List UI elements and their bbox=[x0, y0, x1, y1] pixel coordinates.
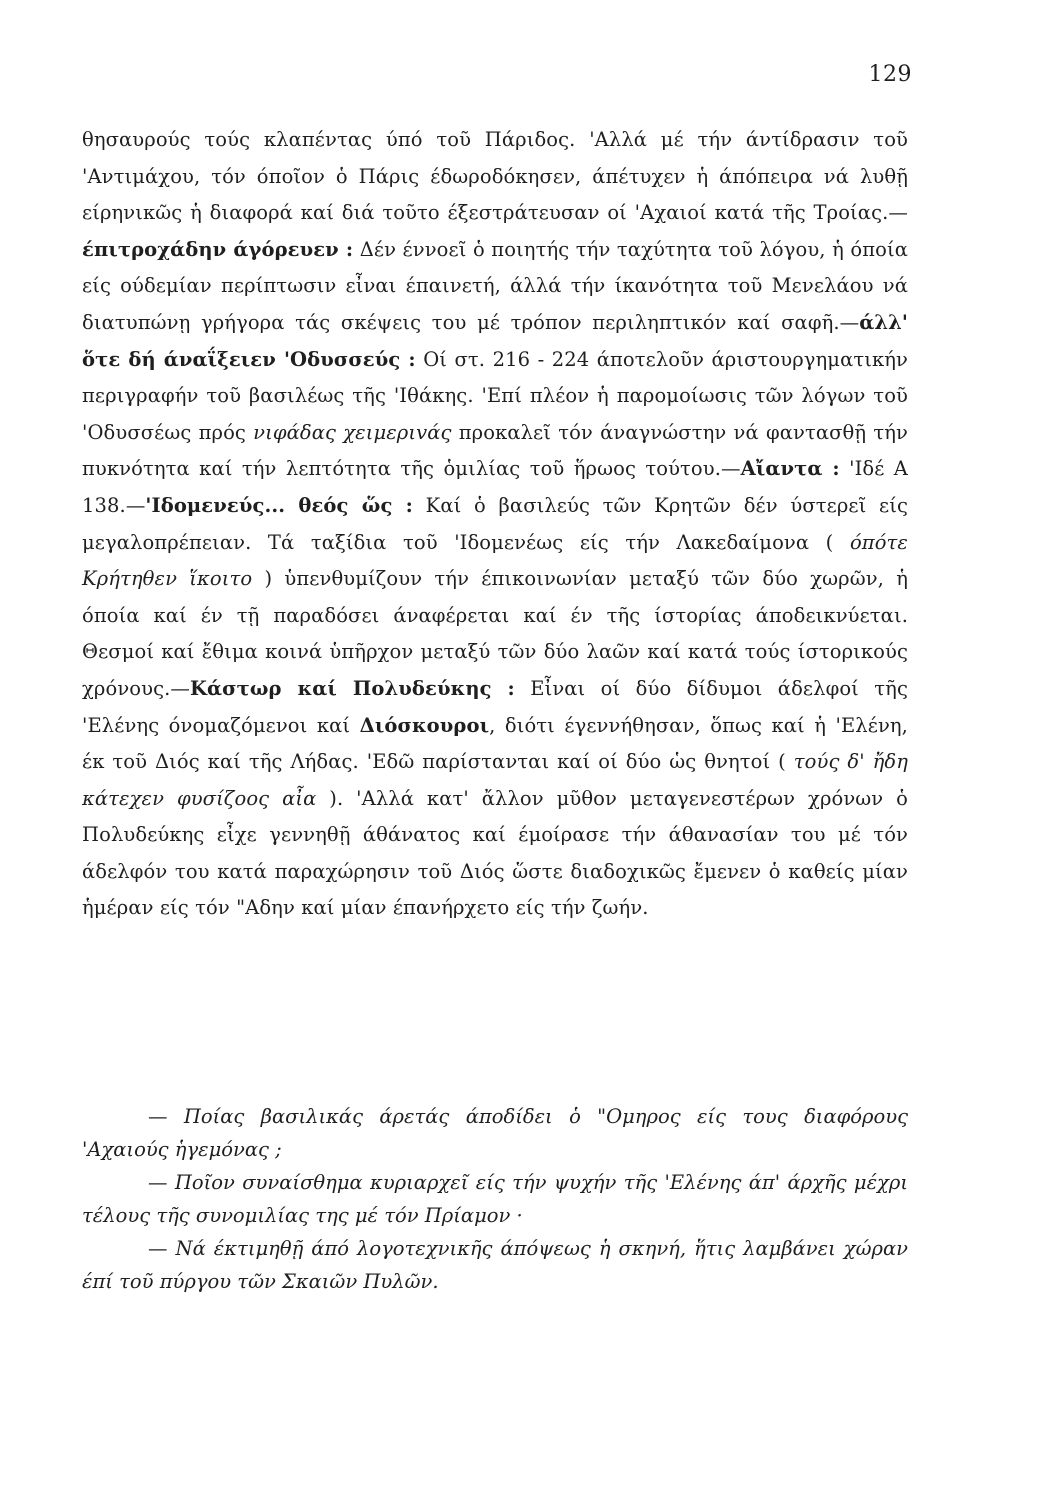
lemma-idomeneus: 'Ιδομενεύς... θεός ὥς : bbox=[145, 493, 413, 517]
question-item: — Νά έκτιμηθῇ άπό λογοτεχνικῆς άπόψεως ἡ σκηνή, ἥτις λαμβάνει χώραν έπί τοῦ πύργου τῶν Σκαιῶν Πυλῶν. bbox=[82, 1237, 908, 1293]
text-segment: προκαλεῖ τόν άναγνώστην νά φαντασθῇ τήν πυκνότητα καί τήν λεπτότητα τῆς ὁμιλίας τοῦ ἥρωος τούτου.— bbox=[82, 420, 908, 481]
text-segment: 'Ιδέ Α 138.— bbox=[82, 457, 908, 517]
text-segment: , διότι έγεννήθησαν, ὅπως καί ἡ 'Ελένη, έκ τοῦ Διός καί τῆς Λήδας. 'Εδῶ παρίστανται καί οί δύο ὡς θνητοί ( bbox=[82, 713, 908, 774]
study-questions bbox=[82, 1100, 908, 1298]
text-segment: Οί στ. 216 - 224 άποτελοῦν άριστουργηματικήν περιγραφήν τοῦ βασιλέως τῆς 'Ιθάκης. 'Επί πλέον ἡ παρομοίωσις τῶν λόγων τοῦ 'Οδυσσέως πρός bbox=[82, 347, 908, 444]
text-segment: ) ὑπενθυμίζουν τήν έπικοινωνίαν μεταξύ τῶν δύο χωρῶν, ἡ όποία καί έν τῇ παραδόσει άναφέρεται καί έν τῆς ίστορίας άποδεικνύεται. Θεσμοί καί ἔθιμα κοινά ὑπῆρχον μεταξύ τῶν δύο λαῶν καί κατά τούς ίστορικούς χρόνους.— bbox=[82, 567, 908, 700]
question-item: — Ποῖον συναίσθημα κυριαρχεῖ είς τήν ψυχήν τῆς 'Ελένης άπ' άρχῆς μέχρι τέλους τῆς συνομιλίας της μέ τόν Πρίαμον · bbox=[82, 1171, 908, 1227]
quote-krethen: όπότε Κρήτηθεν ἵκοιτο bbox=[82, 530, 908, 591]
lemma-epitrochaden: έπιτροχάδην άγόρευεν : bbox=[82, 237, 354, 261]
text-segment: Εἶναι οί δύο δίδυμοι άδελφοί τῆς 'Ελένης όνομαζόμενοι καί bbox=[82, 676, 908, 737]
text-segment: ). 'Αλλά κατ' ἄλλον μῦθον μεταγενεστέρων χρόνων ὁ Πολυδεύκης εἶχε γεννηθῇ άθάνατος καί έμοίρασε τήν άθανασίαν του μέ τόν άδελφόν του κατά παραχώρησιν τοῦ Διός ὥστε διαδοχικῶς ἔμενεν ὁ καθείς μίαν ἡμέραν είς τόν "Αδην καί μίαν έπανήρχετο είς τήν ζωήν. bbox=[82, 786, 909, 920]
lemma-aianta: Αἴαντα : bbox=[740, 457, 840, 481]
quote-physizoos-aia: τούς δ' ἤδη κάτεχεν φυσίζοος αἶα bbox=[82, 750, 908, 810]
quote-nifadas: νιφάδας χειμεριvάς bbox=[253, 420, 452, 444]
text-segment: θησαυρούς τούς κλαπέντας ύπό τοῦ Πάριδος. 'Αλλά μέ τήν άντίδρασιν τοῦ 'Αντιμάχου, τόν όποῖον ὁ Πάρις έδωροδόκησεν, άπέτυχεν ἡ άπόπειρα νά λυθῇ είρηνικῶς ἡ διαφορά καί διά τοῦτο έξεστράτευσαν οί 'Αχαιοί κατά τῆς Τροίας.— bbox=[82, 128, 908, 225]
text-segment: Δέν έννοεῖ ὁ ποιητής τήν ταχύτητα τοῦ λόγου, ἡ όποία είς ούδεμίαν περίπτωσιν εἶναι έπαινετή, άλλά τήν ίκανότητα τοῦ Μενελάου νά διατυπώνῃ γρήγορα τάς σκέψεις του μέ τρόπον περιληπτικόν καί σαφῆ.— bbox=[82, 237, 908, 334]
term-dioskouroi: Διόσκουροι bbox=[359, 713, 490, 737]
question-item: — Ποίας βασιλικάς άρετάς άποδίδει ὁ "Ομηρος είς τους διαφόρους 'Αχαιούς ἡγεμόνας ; bbox=[82, 1105, 908, 1161]
page-number: 129 bbox=[868, 62, 912, 87]
commentary-paragraph bbox=[82, 122, 908, 927]
text-segment: Καί ὁ βασιλεύς τῶν Κρητῶν δέν ύστερεῖ είς μεγαλοπρέπειαν. Τά ταξίδια τοῦ 'Ιδομενέως είς τήν Λακεδαίμονα ( bbox=[82, 493, 909, 554]
lemma-odysseus: άλλ' ὅτε δή άναΐξειεν 'Οδυσσεύς : bbox=[82, 310, 908, 371]
lemma-kastor-polydeukes: Κάστωρ καί Πολυδεύκης : bbox=[190, 676, 515, 700]
